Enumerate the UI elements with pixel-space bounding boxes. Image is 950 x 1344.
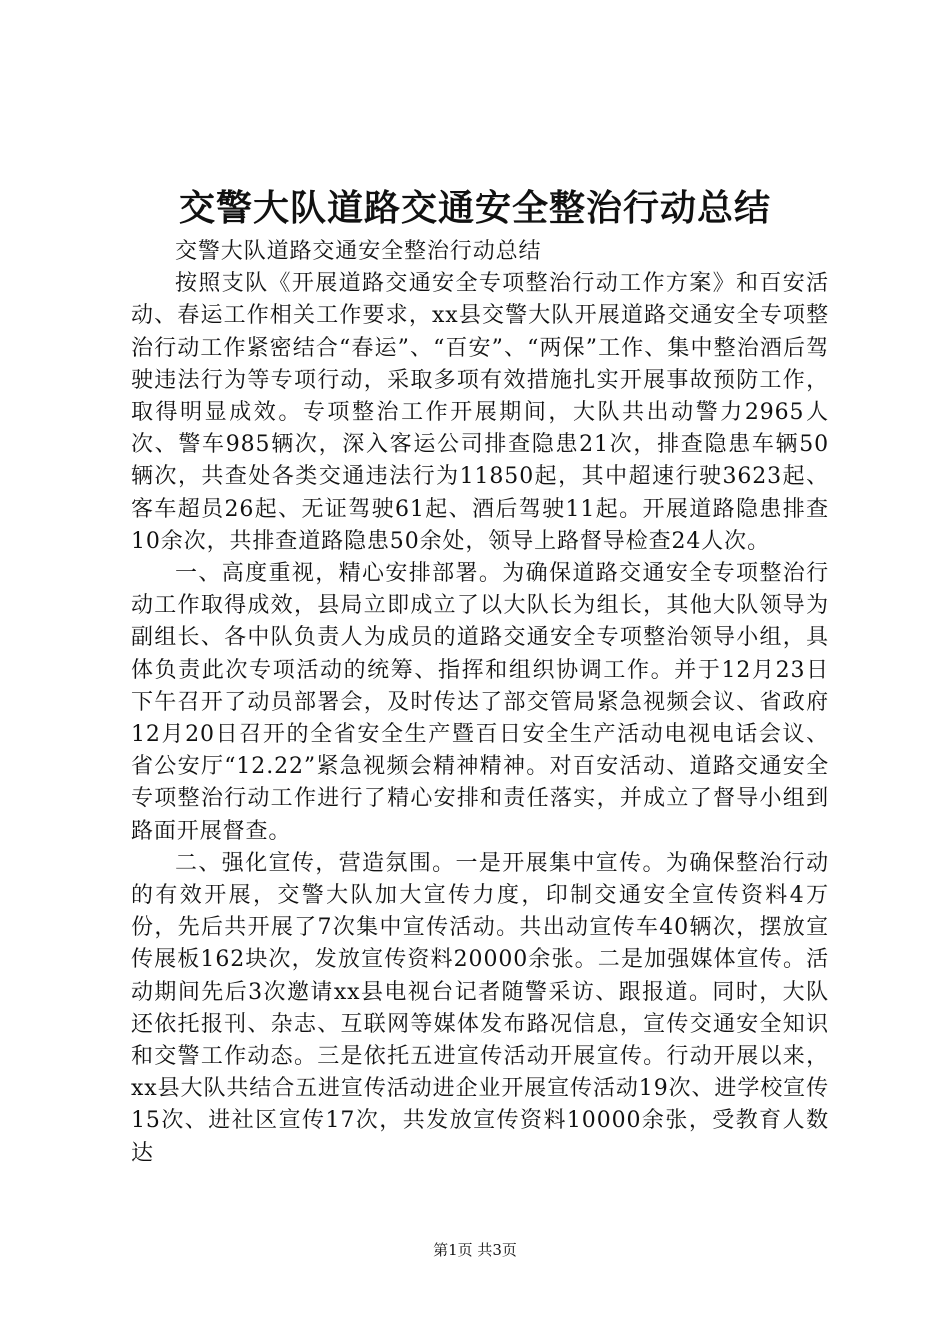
body-paragraph-section-1: 一、高度重视，精心安排部署。为确保道路交通安全专项整治行动工作取得成效，县局立即成立了以大队长为组长，其他大队领导为副组长、各中队负责人为成员的道路交通安全专项整治领导小组，具体负责此次专项活动的统筹、指挥和组织协调工作。并于12月23日下午召开了动员部署会，及时传达了部交管局紧急视频会议、省政府12月20日召开的全省安全生产暨百日安全生产活动电视电话会议、省公安厅“12.22”紧急视频会精神精神。对百安活动、道路交通安全专项整治行动工作进行了精心安排和责任落实，并成立了督导小组到路面开展督查。	[131, 561, 829, 844]
body-paragraph-subtitle: 交警大队道路交通安全整治行动总结	[175, 239, 542, 264]
body-paragraph-section-2: 二、强化宣传，营造氛围。一是开展集中宣传。为确保整治行动的有效开展，交警大队加大宣传力度，印制交通安全宣传资料4万份，先后共开展了7次集中宣传活动。共出动宣传车40辆次，摆放宣传展板162块次，发放宣传资料20000余张。二是加强媒体宣传。活动期间先后3次邀请xx县电视台记者随警采访、跟报道。同时，大队还依托报刊、杂志、互联网等媒体发布路况信息，宣传交通安全知识和交警工作动态。三是依托五进宣传活动开展宣传。行动开展以来，xx县大队共结合五进宣传活动进企业开展宣传活动19次、进学校宣传15次、进社区宣传17次，共发放宣传资料10000余张，受教育人数达	[131, 850, 829, 1166]
page-footer: 第1页 共3页	[433, 1241, 517, 1259]
document-body	[131, 236, 829, 1170]
body-paragraph-intro: 按照支队《开展道路交通安全专项整治行动工作方案》和百安活动、春运工作相关工作要求，xx县交警大队开展道路交通安全专项整治行动工作紧密结合“春运”、“百安”、“两保”工作、集中整治酒后驾驶违法行为等专项行动，采取多项有效措施扎实开展事故预防工作，取得明显成效。专项整治工作开展期间，大队共出动警力2965人次、警车985辆次，深入客运公司排查隐患21次，排查隐患车辆50辆次，共查处各类交通违法行为11850起，其中超速行驶3623起、客车超员26起、无证驾驶61起、酒后驾驶11起。开展道路隐患排查10余次，共排查道路隐患50余处，领导上路督导检查24人次。	[131, 271, 829, 554]
document-title: 交警大队道路交通安全整治行动总结	[178, 187, 771, 229]
